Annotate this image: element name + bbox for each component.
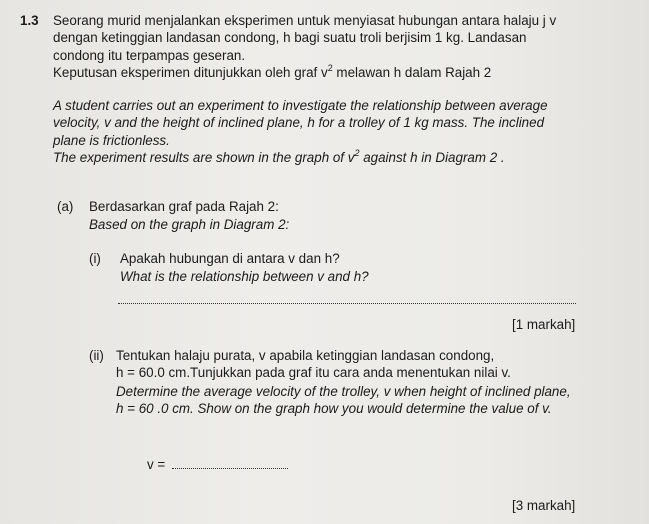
- part-ii-malay: [116, 347, 511, 382]
- intro-ms-line-2: dengan ketinggian landasan condong, h bagi suatu troli berjisim 1 kg. Landasan: [53, 30, 527, 46]
- part-ii-ms-line-2: h = 60.0 cm.Tunjukkan pada graf itu cara anda menentukan nilai v.: [116, 365, 511, 381]
- question-number: 1.3: [20, 13, 39, 28]
- part-ii-label: (ii): [89, 348, 104, 363]
- part-i-label: (i): [89, 251, 101, 266]
- part-i-malay: Apakah hubungan di antara v dan h?: [120, 251, 340, 266]
- intro-ms-line-1: Seorang murid menjalankan eksperimen untuk menyiasat hubungan antara halaju j v: [53, 13, 557, 28]
- question-intro-english: [53, 97, 548, 166]
- intro-en-line-1: A student carries out an experiment to investigate the relationship between average: [53, 98, 548, 113]
- part-a-english: Based on the graph in Diagram 2:: [89, 217, 290, 232]
- result-ms-line: Keputusan eksperimen ditunjukkan oleh graf $v^2$ melawan h dalam Rajah 2: [53, 62, 492, 80]
- part-a-label: (a): [57, 199, 74, 214]
- intro-ms-line-3: condong itu terpampas geseran.: [53, 47, 246, 63]
- part-ii-english: [116, 383, 571, 418]
- result-en-line: The experiment results are shown in the graph of $v^2$ against h in Diagram 2 .: [53, 147, 505, 165]
- part-ii-marks: [3 markah]: [512, 498, 576, 513]
- question-intro-malay: [53, 12, 556, 81]
- part-i-marks: [1 markah]: [512, 317, 576, 332]
- part-ii-ms-line-1: Tentukan halaju purata, v apabila ketinggian landasan condong,: [116, 348, 495, 363]
- part-ii-en-line-2: h = 60 .0 cm. Show on the graph how you would determine the value of v.: [116, 401, 552, 417]
- part-a-malay: Berdasarkan graf pada Rajah 2:: [89, 199, 279, 214]
- part-i-english: What is the relationship between v and h?: [120, 269, 369, 284]
- part-ii-en-line-1: Determine the average velocity of the trolley, v when height of inclined plane,: [116, 384, 571, 399]
- part-i-answer-line[interactable]: [118, 303, 576, 304]
- velocity-answer-label: v =: [147, 457, 166, 472]
- velocity-answer-line[interactable]: [172, 468, 288, 469]
- intro-en-line-3: plane is frictionless.: [53, 132, 170, 148]
- intro-en-line-2: velocity, v and the height of inclined plane, h for a trolley of 1 kg mass. The inclined: [53, 115, 545, 131]
